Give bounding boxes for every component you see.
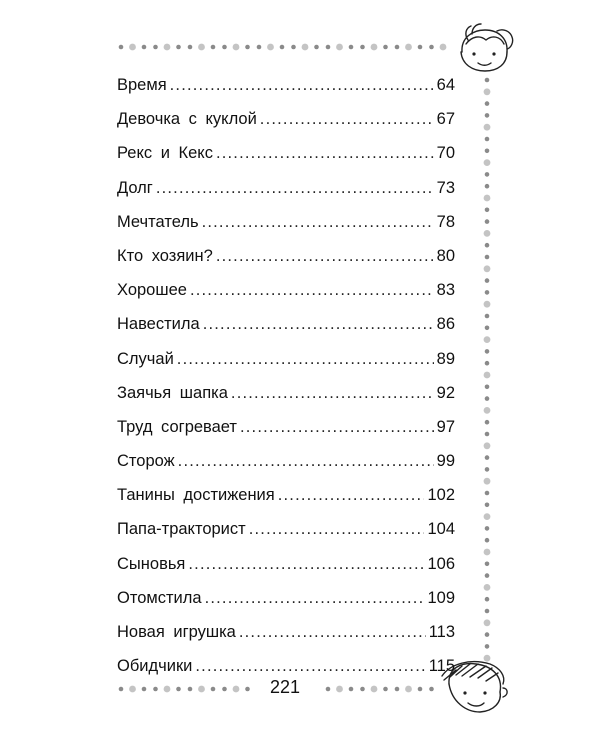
toc-item-title: Сыновья bbox=[117, 554, 186, 573]
border-dot bbox=[222, 687, 227, 692]
border-dot bbox=[349, 45, 354, 50]
toc-item-title: Сторож bbox=[117, 452, 175, 471]
border-dot bbox=[485, 78, 490, 83]
border-dot bbox=[485, 632, 490, 637]
border-dot bbox=[164, 686, 171, 693]
border-dot bbox=[485, 538, 490, 543]
border-dot bbox=[485, 503, 490, 508]
border-dot bbox=[485, 149, 490, 154]
toc-item bbox=[117, 342, 455, 376]
toc-item-title: Мечтатель bbox=[117, 212, 199, 231]
border-dot bbox=[211, 687, 216, 692]
border-dot bbox=[129, 686, 136, 693]
dot-leader bbox=[216, 136, 434, 170]
border-dot bbox=[485, 467, 490, 472]
border-dot bbox=[233, 44, 240, 51]
border-dot bbox=[484, 584, 491, 591]
border-dot bbox=[245, 687, 250, 692]
border-dot bbox=[142, 45, 147, 50]
border-dot bbox=[280, 45, 285, 50]
toc-item-page: 97 bbox=[436, 417, 455, 436]
border-dot bbox=[484, 549, 491, 556]
toc-item-page: 92 bbox=[436, 383, 455, 402]
border-dot bbox=[485, 172, 490, 177]
border-dot bbox=[418, 45, 423, 50]
toc-item bbox=[117, 239, 455, 273]
toc-item bbox=[117, 376, 455, 410]
border-dot bbox=[395, 45, 400, 50]
toc-item-title: Отомстила bbox=[117, 588, 202, 607]
dot-leader bbox=[188, 547, 424, 581]
dot-leader bbox=[190, 273, 434, 307]
toc-item-title: Новая игрушка bbox=[117, 623, 236, 641]
border-dot bbox=[485, 644, 490, 649]
border-dot bbox=[314, 45, 319, 50]
toc-item-title: Время bbox=[117, 76, 167, 94]
girl-face-icon bbox=[461, 24, 513, 71]
border-dot bbox=[349, 687, 354, 692]
border-dot bbox=[302, 44, 309, 51]
border-dot bbox=[485, 526, 490, 531]
border-dot bbox=[484, 407, 491, 414]
toc-item-page: 86 bbox=[436, 315, 455, 334]
toc-item-title: Труд согревает bbox=[117, 417, 237, 436]
dot-leader bbox=[239, 615, 426, 649]
border-dot bbox=[484, 619, 491, 626]
dot-leader bbox=[231, 376, 434, 410]
border-dot bbox=[485, 432, 490, 437]
toc-item-title: Кто хозяин? bbox=[117, 246, 213, 265]
top-dot-border bbox=[119, 44, 447, 51]
toc-item-page: 70 bbox=[436, 144, 455, 163]
border-dot bbox=[222, 45, 227, 50]
page-number: 221 bbox=[256, 676, 314, 698]
border-dot bbox=[485, 255, 490, 260]
toc-item-page: 78 bbox=[436, 212, 455, 231]
toc-item bbox=[117, 273, 455, 307]
border-dot bbox=[153, 45, 158, 50]
border-dot bbox=[485, 349, 490, 354]
border-dot bbox=[326, 45, 331, 50]
border-dot bbox=[198, 686, 205, 693]
dot-leader bbox=[178, 444, 434, 478]
border-dot bbox=[485, 278, 490, 283]
border-dot bbox=[142, 687, 147, 692]
border-dot bbox=[153, 687, 158, 692]
toc-item-title: Рекс и Кекс bbox=[117, 144, 213, 163]
toc-item bbox=[117, 307, 455, 341]
border-dot bbox=[485, 113, 490, 118]
border-dot bbox=[485, 491, 490, 496]
toc-item bbox=[117, 547, 455, 581]
border-dot bbox=[245, 45, 250, 50]
toc-item-page: 106 bbox=[427, 554, 455, 573]
border-dot bbox=[485, 609, 490, 614]
border-dot bbox=[484, 513, 491, 520]
border-dot bbox=[336, 44, 343, 51]
border-dot bbox=[129, 44, 136, 51]
toc-item-page: 104 bbox=[427, 520, 455, 539]
dot-leader bbox=[170, 68, 434, 102]
border-dot bbox=[383, 687, 388, 692]
toc-item-page: 102 bbox=[427, 486, 455, 505]
toc-item-page: 64 bbox=[436, 76, 455, 94]
toc-item bbox=[117, 512, 455, 546]
toc-item-title: Папа-тракторист bbox=[117, 520, 246, 539]
border-dot bbox=[484, 372, 491, 379]
border-dot bbox=[485, 385, 490, 390]
dot-leader bbox=[216, 239, 434, 273]
border-dot bbox=[485, 219, 490, 224]
border-dot bbox=[485, 597, 490, 602]
border-dot bbox=[485, 420, 490, 425]
border-dot bbox=[484, 478, 491, 485]
border-dot bbox=[326, 687, 331, 692]
toc-item-page: 89 bbox=[436, 349, 455, 368]
toc-item-page: 73 bbox=[436, 178, 455, 197]
border-dot bbox=[360, 45, 365, 50]
table-of-contents bbox=[117, 68, 455, 683]
toc-item bbox=[117, 410, 455, 444]
toc-item bbox=[117, 444, 455, 478]
border-dot bbox=[336, 686, 343, 693]
border-dot bbox=[188, 45, 193, 50]
border-dot bbox=[119, 687, 124, 692]
dot-leader bbox=[156, 171, 434, 205]
border-dot bbox=[484, 159, 491, 166]
border-dot bbox=[405, 686, 412, 693]
border-dot bbox=[291, 45, 296, 50]
toc-item bbox=[117, 68, 455, 102]
border-dot bbox=[211, 45, 216, 50]
toc-item-title: Хорошее bbox=[117, 281, 187, 300]
toc-item-page: 113 bbox=[428, 623, 455, 641]
border-dot bbox=[119, 45, 124, 50]
dot-leader bbox=[249, 512, 425, 546]
dot-leader bbox=[240, 410, 434, 444]
border-dot bbox=[485, 290, 490, 295]
border-dot bbox=[485, 455, 490, 460]
border-dot bbox=[418, 687, 423, 692]
border-dot bbox=[485, 208, 490, 213]
border-dot bbox=[484, 655, 491, 662]
border-dot bbox=[484, 442, 491, 449]
border-dot bbox=[485, 396, 490, 401]
dot-leader bbox=[202, 205, 434, 239]
border-dot bbox=[198, 44, 205, 51]
border-dot bbox=[371, 686, 378, 693]
border-dot bbox=[360, 687, 365, 692]
border-dot bbox=[484, 301, 491, 308]
toc-item-page: 67 bbox=[436, 110, 455, 129]
border-dot bbox=[485, 573, 490, 578]
border-dot bbox=[267, 44, 274, 51]
border-dot bbox=[395, 687, 400, 692]
border-dot bbox=[485, 326, 490, 331]
border-dot bbox=[176, 687, 181, 692]
toc-item bbox=[117, 102, 455, 136]
right-dot-border bbox=[484, 78, 491, 662]
border-dot bbox=[429, 687, 434, 692]
border-dot bbox=[429, 45, 434, 50]
toc-item bbox=[117, 615, 455, 649]
toc-item-title: Случай bbox=[117, 349, 174, 368]
toc-item-page: 99 bbox=[436, 452, 455, 471]
border-dot bbox=[188, 687, 193, 692]
toc-item-page: 109 bbox=[427, 588, 455, 607]
border-dot bbox=[485, 101, 490, 106]
toc-item bbox=[117, 205, 455, 239]
dot-leader bbox=[260, 102, 434, 136]
border-dot bbox=[176, 45, 181, 50]
border-dot bbox=[164, 44, 171, 51]
toc-item-page: 80 bbox=[436, 246, 455, 265]
border-dot bbox=[484, 88, 491, 95]
toc-item-title: Танины достижения bbox=[117, 486, 275, 505]
toc-item-title: Заячья шапка bbox=[117, 383, 228, 402]
border-dot bbox=[405, 44, 412, 51]
border-dot bbox=[485, 137, 490, 142]
dot-leader bbox=[205, 581, 425, 615]
toc-item bbox=[117, 581, 455, 615]
border-dot bbox=[233, 686, 240, 693]
toc-item-page: 115 bbox=[428, 657, 455, 676]
toc-item bbox=[117, 136, 455, 170]
dot-leader bbox=[177, 342, 434, 376]
toc-item bbox=[117, 171, 455, 205]
toc-item bbox=[117, 478, 455, 512]
border-dot bbox=[484, 336, 491, 343]
border-dot bbox=[485, 314, 490, 319]
border-dot bbox=[440, 44, 447, 51]
toc-item-title: Девочка с куклой bbox=[117, 110, 257, 129]
border-dot bbox=[484, 230, 491, 237]
toc-item-title: Обидчики bbox=[117, 657, 193, 676]
border-dot bbox=[484, 265, 491, 272]
border-dot bbox=[485, 361, 490, 366]
border-dot bbox=[485, 184, 490, 189]
toc-item-title: Навестила bbox=[117, 315, 200, 334]
border-dot bbox=[383, 45, 388, 50]
dot-leader bbox=[203, 307, 434, 341]
dot-leader bbox=[278, 478, 425, 512]
toc-item-page: 83 bbox=[436, 281, 455, 300]
border-dot bbox=[484, 195, 491, 202]
border-dot bbox=[257, 45, 262, 50]
toc-item-title: Долг bbox=[117, 178, 153, 197]
border-dot bbox=[484, 124, 491, 131]
border-dot bbox=[485, 562, 490, 567]
border-dot bbox=[371, 44, 378, 51]
border-dot bbox=[485, 243, 490, 248]
